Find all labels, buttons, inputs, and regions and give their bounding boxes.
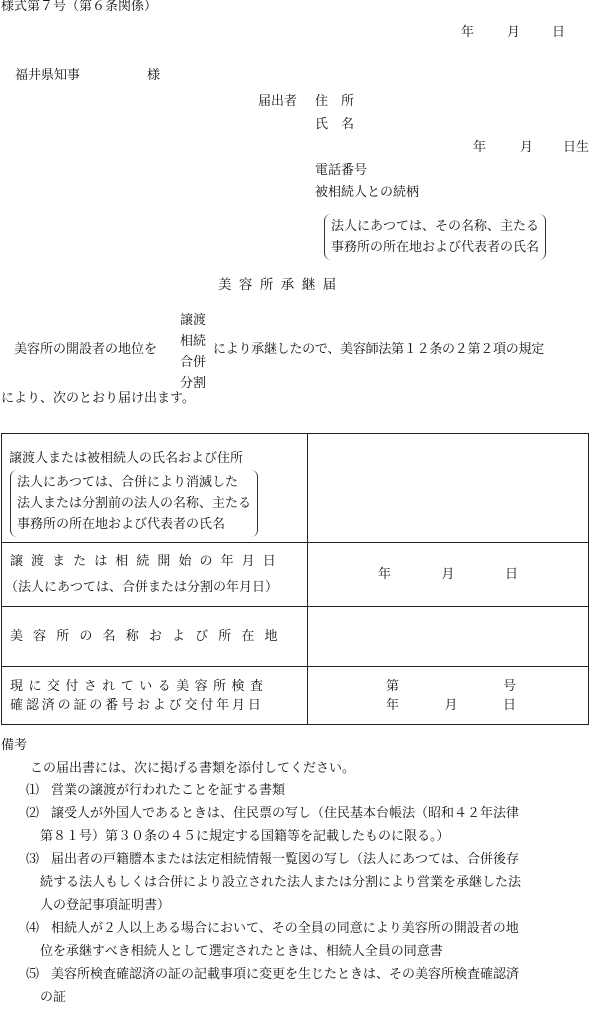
transferor-label: 譲渡人または被相続人の氏名および住所 xyxy=(9,451,244,466)
note-item xyxy=(28,779,591,802)
salon-label: 美容所の名称および所在地 xyxy=(10,629,288,644)
note-line: 譲受人が外国人であるときは、住民票の写し（住民基本台帳法（昭和４２年法律 xyxy=(51,806,520,821)
table-row-salon xyxy=(2,607,589,667)
corp-note-line: 法人にあつては、その名称、主たる xyxy=(331,219,540,234)
option-transfer: 譲渡 xyxy=(180,313,207,328)
body-lead: 美容所の開設者の地位を xyxy=(14,342,158,357)
salon-value-cell[interactable] xyxy=(308,607,589,667)
date-label: 譲渡または相続開始の年月日 xyxy=(10,554,284,569)
transferor-note-line: 法人または分割前の法人の名称、主たる xyxy=(17,496,252,511)
transferor-value-cell[interactable] xyxy=(308,434,589,543)
value-year: 年 xyxy=(378,567,392,582)
certificate-label-line2: 確認済の証の番号および交付年月日 xyxy=(10,697,264,713)
number-prefix: 第 xyxy=(386,678,400,694)
applicant-phone-label: 電話番号 xyxy=(315,163,368,178)
certificate-label-line1: 現に交付されている美容所検査 xyxy=(10,678,269,694)
form-number: 様式第７号（第６条関係） xyxy=(1,0,158,14)
addressee-honorific: 様 xyxy=(147,68,161,83)
transferor-note-line: 事務所の所在地および代表者の氏名 xyxy=(17,517,226,532)
note-line: 営業の譲渡が行われたことを証する書類 xyxy=(51,783,286,798)
cert-day: 日 xyxy=(502,697,516,713)
date-year: 年 xyxy=(461,25,475,40)
note-line: 相続人が２人以上ある場合において、その全員の同意により美容所の開設者の地 xyxy=(51,921,519,936)
body-tail: により承継したので、美容師法第１２条の２第２項の規定 xyxy=(213,342,544,357)
date-day: 日 xyxy=(552,25,566,40)
option-merger: 合併 xyxy=(180,355,207,370)
note-number: ⑴ xyxy=(26,783,40,798)
transferor-note-line: 法人にあつては、合併により消滅した xyxy=(17,475,239,490)
value-month: 月 xyxy=(441,567,455,582)
note-line: の証 xyxy=(40,990,67,1005)
corp-note-brace xyxy=(324,214,546,260)
note-number: ⑵ xyxy=(26,806,40,821)
date-label-wrap xyxy=(10,555,298,568)
applicant-name-label: 氏 名 xyxy=(315,117,355,132)
note-line: 位を承継すべき相続人として選定されたときは、相続人全員の同意書 xyxy=(40,944,443,959)
note-line: 届出者の戸籍謄本または法定相続情報一覧図の写し（法人にあつては、合併後存 xyxy=(51,852,520,867)
cert-month: 月 xyxy=(444,697,458,713)
value-day: 日 xyxy=(504,567,518,582)
date-note: （法人にあつては、合併または分割の年月日） xyxy=(5,580,279,595)
certificate-date xyxy=(386,696,516,715)
applicant-label: 届出者 xyxy=(258,94,298,109)
birth-year: 年 xyxy=(473,140,487,155)
date-label-cell xyxy=(2,543,308,607)
succession-options xyxy=(180,310,206,394)
note-line: 続する法人もしくは合併により設立された法人または分割により営業を承継した法 xyxy=(40,875,522,890)
birth-day: 日生 xyxy=(563,140,590,155)
date-month: 月 xyxy=(507,25,521,40)
note-item xyxy=(28,802,591,848)
note-item xyxy=(28,917,591,963)
cert-year: 年 xyxy=(386,697,400,713)
transferor-label-cell xyxy=(2,434,308,543)
form-title: 美容所承継届 xyxy=(218,277,344,293)
applicant-relation-label: 被相続人との続柄 xyxy=(315,185,420,200)
note-item xyxy=(28,963,591,1009)
notes-heading: 備考 xyxy=(1,738,28,753)
certificate-number xyxy=(386,677,516,696)
table-row-transferor xyxy=(2,434,589,543)
note-line: 第８１号）第３０条の４５に規定する国籍等を記載したものに限る。） xyxy=(40,829,450,844)
certificate-value-cell[interactable] xyxy=(308,667,589,725)
note-number: ⑶ xyxy=(26,852,40,867)
option-inheritance: 相続 xyxy=(180,334,207,349)
notes-intro: この届出書には、次に掲げる書類を添付してください。 xyxy=(30,761,356,776)
certificate-label-cell xyxy=(2,667,308,725)
note-line: 人の登記事項証明書） xyxy=(40,898,171,913)
corp-note-line: 事務所の所在地および代表者の氏名 xyxy=(331,240,540,255)
succession-table xyxy=(1,433,589,725)
date-value-cell[interactable] xyxy=(308,543,589,607)
body-line2: により、次のとおり届け出ます。 xyxy=(1,391,195,406)
option-split: 分割 xyxy=(180,376,207,391)
transferor-note-brace xyxy=(10,470,258,537)
birth-month: 月 xyxy=(520,140,534,155)
date-value xyxy=(378,568,518,581)
table-row-certificate xyxy=(2,667,589,725)
note-number: ⑷ xyxy=(26,921,40,936)
note-number: ⑸ xyxy=(26,967,40,982)
table-row-date xyxy=(2,543,589,607)
salon-label-cell xyxy=(2,607,308,667)
note-item xyxy=(28,848,591,917)
applicant-address-label: 住 所 xyxy=(315,94,355,109)
addressee-name: 福井県知事 xyxy=(15,68,81,83)
number-suffix: 号 xyxy=(502,678,516,694)
note-line: 美容所検査確認済の証の記載事項に変更を生じたときは、その美容所検査確認済 xyxy=(51,967,520,982)
